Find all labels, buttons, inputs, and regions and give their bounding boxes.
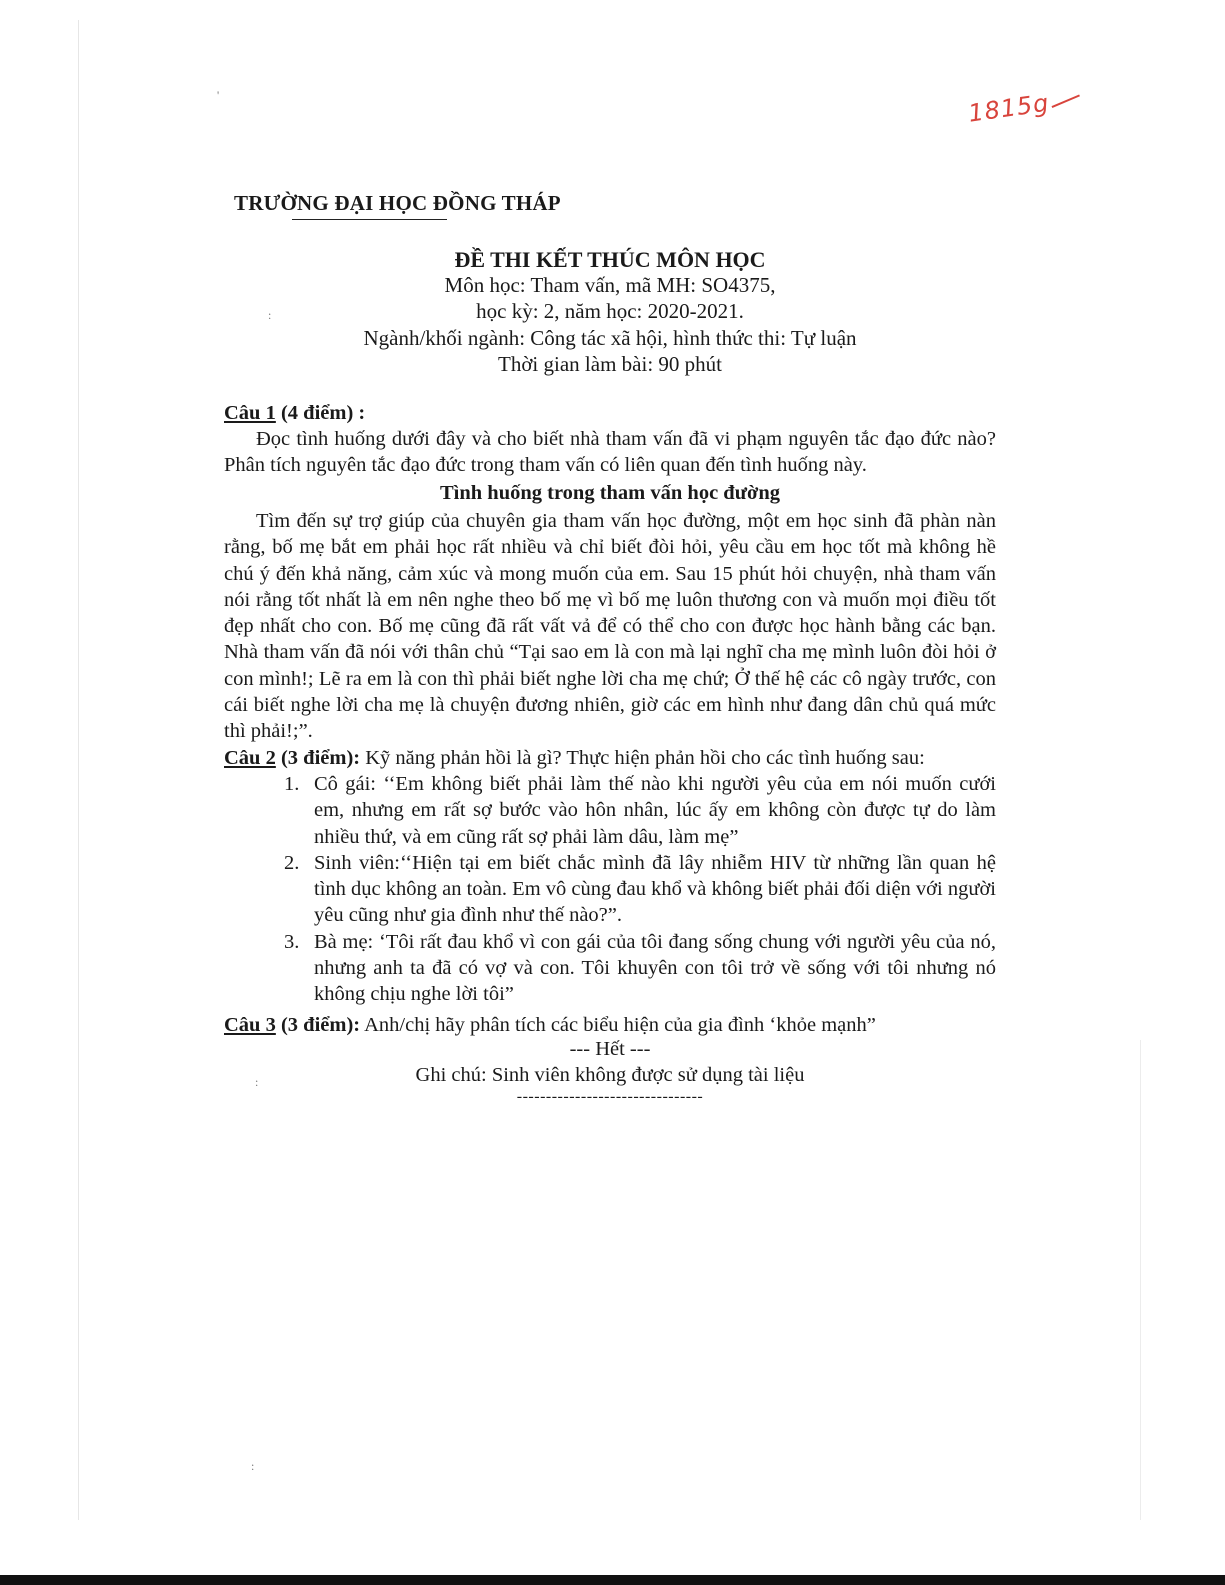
list-item [284, 929, 996, 1008]
scan-bottom-bar [0, 1575, 1225, 1585]
question-1-prompt: Đọc tình huống dưới đây và cho biết nhà tham vấn đã vi phạm nguyên tắc đạo đức nào? Phân tích nguyên tắc đạo đức trong tham vấn có liên quan đến tình huống này. [224, 428, 996, 477]
list-item-text: Cô gái: ‘‘Em không biết phải làm thế nào khi người yêu của em nói muốn cưới em, nhưng em rất sợ bước vào hôn nhân, lúc ấy em không còn được tự do làm nhiều thứ, và em cũng rất sợ phải làm dâu, làm mẹ” [314, 773, 996, 848]
question-3-prompt: Anh/chị hãy phân tích các biểu hiện của gia đình ‘khỏe mạnh” [360, 1014, 876, 1036]
dash-rule: -------------------------------- [516, 1088, 704, 1105]
question-1-label: Câu 1 [224, 402, 276, 424]
scan-speck: : [255, 1075, 259, 1089]
list-item-text: Bà mẹ: ‘Tôi rất đau khổ vì con gái của tôi đang sống chung với người yêu của nó, nhưng anh ta đã có vợ và con. Tôi khuyên con tôi trở về sống với tôi nhưng nó không chịu nghe lời tôi” [314, 930, 996, 1006]
question-2 [224, 745, 996, 771]
scan-speck: : [268, 308, 272, 322]
question-1-heading [224, 400, 996, 426]
school-underline [292, 219, 447, 220]
list-item-text: Sinh viên:‘‘Hiện tại em biết chắc mình đã lây nhiễm HIV từ những lần quan hệ tình dục không an toàn. Em vô cùng đau khổ và không biết phải đối diện với người yêu cũng như gia đình như thế nào?”. [314, 851, 996, 927]
scan-speck: ' [217, 88, 220, 102]
list-item [284, 850, 996, 929]
scan-speck: : [251, 1459, 255, 1473]
question-2-prompt: Kỹ năng phản hồi là gì? Thực hiện phản hồi cho các tình huống sau: [360, 747, 925, 769]
question-3-label: Câu 3 [224, 1014, 276, 1036]
duration-info: Thời gian làm bài: 90 phút [498, 352, 722, 376]
case-text: Tìm đến sự trợ giúp của chuyên gia tham vấn học đường, một em học sinh đã phàn nàn rằng, bố mẹ bắt em phải học rất nhiều và chỉ biết đòi hỏi, yêu cầu em học tốt mà không hề chú ý đến khả năng, cảm xúc và mong muốn của em. Sau 15 phút hỏi chuyện, nhà tham vấn nói rằng tốt nhất là em nên nghe theo bố mẹ vì bố mẹ luôn thương con và muốn mọi điều tốt đẹp nhất cho con. Bố mẹ cũng đã rất vất vả để có thể cho con được học hành bằng các bạn. Nhà tham vấn đã nói với thân chủ “Tại sao em là con mà lại nghĩ cha mẹ mình luôn đòi hỏi ở con mình!; Lẽ ra em là con thì phải biết nghe lời cha mẹ chứ; Ở thế hệ các cô ngày trước, con cái biết nghe lời cha mẹ là chuyện đương nhiên, giờ các em hình như đang dân chủ quá mức thì phải!;”. [224, 510, 996, 743]
scan-edge-left [78, 20, 79, 1520]
semester-info: học kỳ: 2, năm học: 2020-2021. [476, 299, 744, 323]
handwritten-mark [967, 84, 1083, 127]
course-info: Môn học: Tham vấn, mã MH: SO4375, [444, 273, 776, 297]
school-name: TRƯỜNG ĐẠI HỌC ĐỒNG THÁP [234, 191, 561, 215]
exam-note: Ghi chú: Sinh viên không được sử dụng tài liệu [415, 1064, 805, 1086]
question-1-points: (4 điểm) : [275, 402, 366, 424]
major-info: Ngành/khối ngành: Công tác xã hội, hình thức thi: Tự luận [363, 326, 857, 350]
question-2-list [284, 771, 996, 1008]
end-mark: --- Hết --- [569, 1038, 651, 1060]
list-item [284, 771, 996, 850]
question-2-points: (3 điểm): [275, 747, 361, 769]
list-item-number: 2. [284, 851, 300, 874]
case-title: Tình huống trong tham vấn học đường [440, 482, 780, 504]
handwritten-note: 1815g [966, 88, 1052, 128]
scan-edge-right [1140, 1040, 1141, 1520]
list-item-number: 3. [284, 930, 300, 953]
question-3 [224, 1012, 996, 1038]
question-2-label: Câu 2 [224, 747, 276, 769]
list-item-number: 1. [284, 773, 300, 795]
exam-title: ĐỀ THI KẾT THÚC MÔN HỌC [454, 247, 766, 272]
question-3-points: (3 điểm): [275, 1014, 361, 1036]
